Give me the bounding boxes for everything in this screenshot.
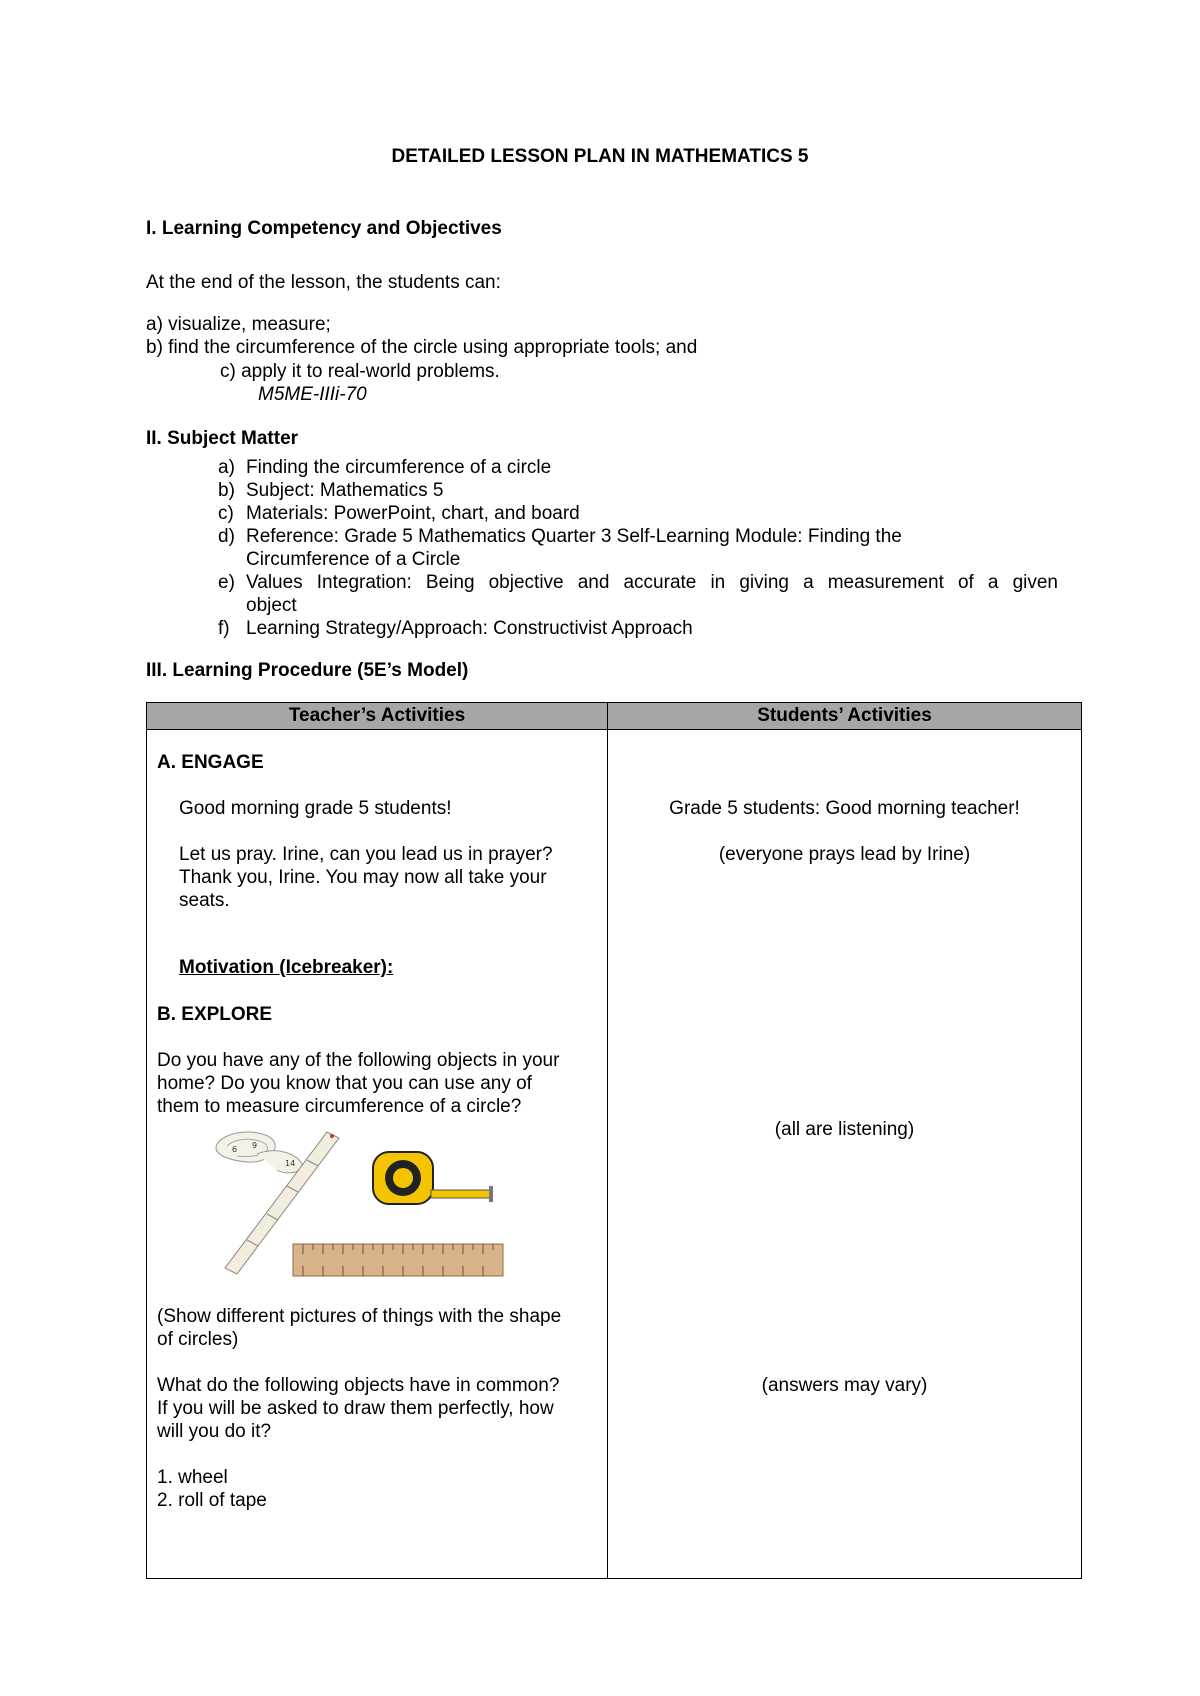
section-3-heading: III. Learning Procedure (5E’s Model) — [146, 660, 469, 681]
student-greeting: Grade 5 students: Good morning teacher! — [669, 798, 1020, 819]
svg-text:14: 14 — [285, 1159, 296, 1168]
page-title: DETAILED LESSON PLAN IN MATHEMATICS 5 — [391, 146, 809, 167]
teacher-prayer-line-3: seats. — [179, 890, 230, 911]
column-header-teacher: Teacher’s Activities — [147, 703, 608, 730]
object-item-2: 2. roll of tape — [157, 1490, 267, 1511]
common-question-line-3: will you do it? — [157, 1421, 272, 1442]
teacher-prayer-line-2: Thank you, Irine. You may now all take your — [179, 867, 547, 888]
list-item: f) Learning Strategy/Approach: Constructivist Approach — [218, 618, 693, 639]
wooden-ruler-icon — [293, 1244, 503, 1276]
teacher-prayer-line-1: Let us pray. Irine, can you lead us in prayer? — [179, 844, 553, 865]
section-1-heading: I. Learning Competency and Objectives — [146, 218, 502, 239]
show-pictures-line-1: (Show different pictures of things with the shape — [157, 1306, 562, 1327]
tape-measure-icon — [373, 1152, 493, 1204]
svg-text:9: 9 — [252, 1141, 258, 1150]
list-item-continued: Circumference of a Circle — [246, 549, 461, 570]
common-question-line-2: If you will be asked to draw them perfectly, how — [157, 1398, 554, 1419]
list-item: a) Finding the circumference of a circle — [218, 457, 552, 478]
show-pictures-line-2: of circles) — [157, 1329, 239, 1350]
list-item: b) Subject: Mathematics 5 — [218, 480, 444, 501]
list-item-continued: object — [246, 595, 297, 616]
section-2-heading: II. Subject Matter — [146, 428, 299, 449]
motivation-heading: Motivation (Icebreaker): — [179, 957, 394, 978]
svg-text:6: 6 — [232, 1145, 238, 1154]
object-item-1: 1. wheel — [157, 1467, 228, 1488]
explore-question-line-2: home? Do you know that you can use any of — [157, 1073, 532, 1094]
procedure-table — [146, 702, 1082, 1579]
objective-c: c) apply it to real-world problems. — [220, 361, 500, 382]
objectives-intro: At the end of the lesson, the students can: — [146, 272, 501, 293]
student-answers: (answers may vary) — [761, 1375, 928, 1396]
teacher-activities-cell — [147, 730, 608, 1579]
explore-question-line-3: them to measure circumference of a circle? — [157, 1096, 522, 1117]
objective-a: a) visualize, measure; — [146, 314, 331, 335]
list-item: e) Values Integration: Being objective and accurate in giving a measurement of a given — [218, 572, 1058, 593]
student-activities-cell — [608, 730, 1082, 1579]
student-listening: (all are listening) — [774, 1119, 915, 1140]
list-item: c) Materials: PowerPoint, chart, and board — [218, 503, 580, 524]
objective-b: b) find the circumference of the circle using appropriate tools; and — [146, 337, 698, 358]
list-item: d) Reference: Grade 5 Mathematics Quarter 3 Self-Learning Module: Finding the — [218, 526, 902, 547]
engage-heading: A. ENGAGE — [157, 752, 264, 773]
student-prayer: (everyone prays lead by Irine) — [718, 844, 971, 865]
measuring-tools-image — [207, 1124, 507, 1284]
teacher-greeting: Good morning grade 5 students! — [179, 798, 452, 819]
subject-matter-list — [218, 456, 1058, 640]
common-question-line-1: What do the following objects have in common? — [157, 1375, 560, 1396]
competency-code: M5ME-IIIi-70 — [258, 384, 367, 405]
explore-question-line-1: Do you have any of the following objects in your — [157, 1050, 560, 1071]
cloth-tape-icon — [216, 1132, 302, 1173]
column-header-students: Students’ Activities — [608, 703, 1082, 730]
explore-heading: B. EXPLORE — [157, 1004, 273, 1025]
